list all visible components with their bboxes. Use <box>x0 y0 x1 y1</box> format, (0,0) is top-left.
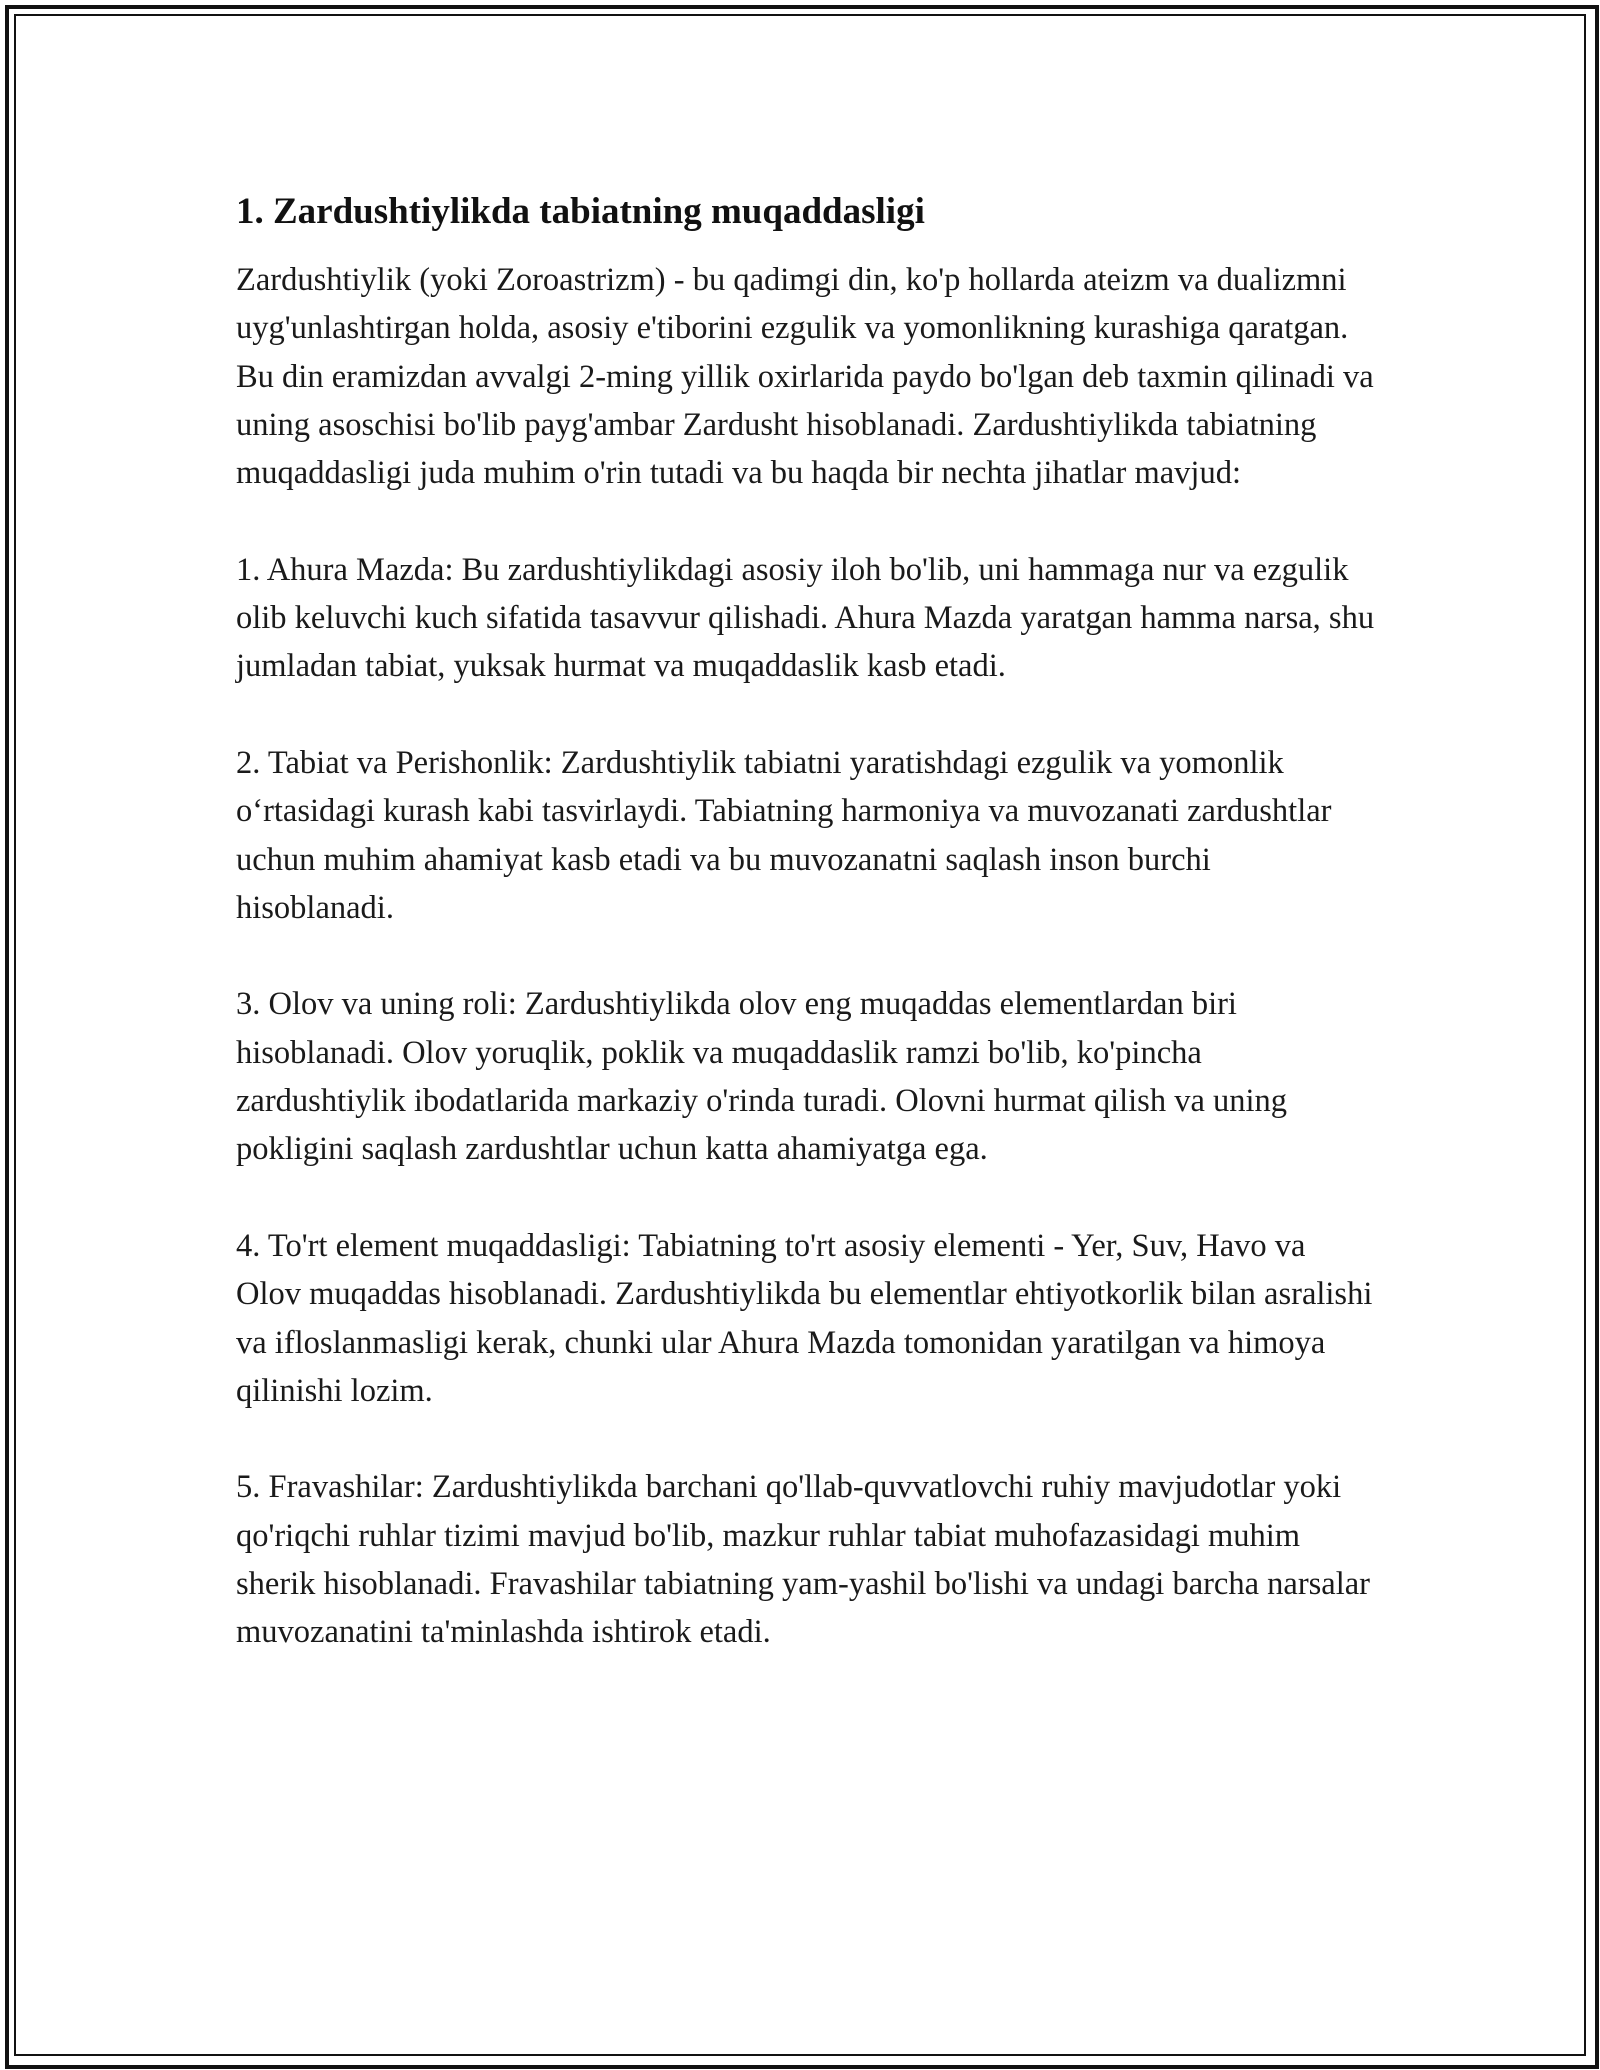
intro-paragraph: Zardushtiylik (yoki Zoroastrizm) - bu qadimgi din, ko'p hollarda ateizm va dualizmni uyg'unlashtirgan holda, asosiy e'tiborini ezgulik va yomonlikning kurashiga qaratgan. Bu din eramizdan avvalgi 2-ming yillik oxirlarida paydo bo'lgan deb taxmin qilinadi va uning asoschisi bo'lib payg'ambar Zardusht hisoblanadi. Zardushtiylikda tabiatning muqaddasligi juda muhim o'rin tutadi va bu haqda bir nechta jihatlar mavjud: <box>236 262 1374 492</box>
list-item-olov: 3. Olov va uning roli: Zardushtiylikda olov eng muqaddas elementlardan biri hisoblanadi. Olov yoruqlik, poklik va muqaddaslik ramzi bo'lib, ko'pincha zardushtiylik ibodatlarida markaziy o'rinda turadi. Olovni hurmat qilish va uning pokligini saqlash zardushtlar uchun katta ahamiyatga ega. <box>236 986 1288 1168</box>
document-body <box>236 188 1376 1705</box>
list-item-tabiat-va-perishonlik: 2. Tabiat va Perishonlik: Zardushtiylik tabiatni yaratishdagi ezgulik va yomonlik o‘rtasidagi kurash kabi tasvirlaydi. Tabiatning harmoniya va muvozanati zardushtlar uchun muhim ahamiyat kasb etadi va bu muvozanatni saqlash inson burchi hisoblanadi. <box>236 744 1332 926</box>
list-item-tort-element: 4. To'rt element muqaddasligi: Tabiatning to'rt asosiy elementi - Yer, Suv, Havo va Olov muqaddas hisoblanadi. Zardushtiylikda bu elementlar ehtiyotkorlik bilan asralishi va ifloslanmasligi kerak, chunki ular Ahura Mazda tomonidan yaratilgan va himoya qilinishi lozim. <box>236 1227 1373 1409</box>
list-item-fravashilar: 5. Fravashilar: Zardushtiylikda barchani qo'llab-quvvatlovchi ruhiy mavjudotlar yoki qo'riqchi ruhlar tizimi mavjud bo'lib, mazkur ruhlar tabiat muhofazasidagi muhim sherik hisoblanadi. Fravashilar tabiatning yam-yashil bo'lishi va undagi barcha narsalar muvozanatini ta'minlashda ishtirok etadi. <box>236 1469 1371 1651</box>
list-item-ahura-mazda: 1. Ahura Mazda: Bu zardushtiylikdagi asosiy iloh bo'lib, uni hammaga nur va ezgulik olib keluvchi kuch sifatida tasavvur qilishadi. Ahura Mazda yaratgan hamma narsa, shu jumladan tabiat, yuksak hurmat va muqaddaslik kasb etadi. <box>236 551 1375 685</box>
section-heading: 1. Zardushtiylikda tabiatning muqaddasligi <box>236 191 925 232</box>
